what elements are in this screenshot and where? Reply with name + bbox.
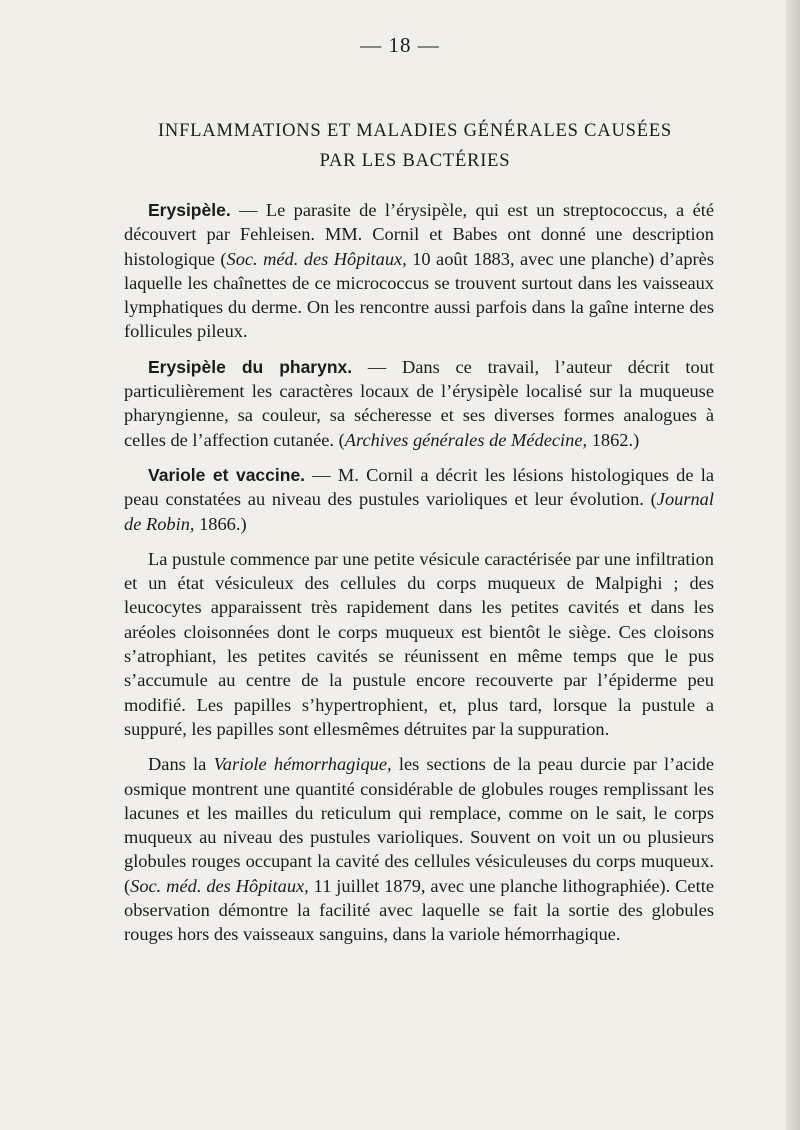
- paragraph-text: les sections de la peau durcie par l’acide osmique montrent une quantité considérable de globules rouges remplissant les lacunes et les mailles du reticulum qui remplace, comme on le sait, le corps muqueux au niveau des pustules varioliques. Souvent on voit un ou plusieurs globules rouges occupant la cavité des cellules vésiculeuses du corps muqueux. (: [124, 754, 715, 896]
- paragraph-variole: [124, 463, 714, 536]
- paragraph-text: 10 août 1883, avec une planche) d’après laquelle les chaînettes de ce micrococcus se trouvent surtout dans les vaisseaux lymphatiques du derme. On les rencontre aussi parfois dans la gaîne interne des follicules pileux.: [124, 248, 714, 342]
- section-heading-variole: Variole et vaccine.: [148, 464, 306, 485]
- term-variole-hemorrhagique: Variole hémorrhagique,: [213, 754, 392, 775]
- paragraph-text: — M. Cornil a décrit les lésions histologiques de la peau constatées au niveau des pustules varioliques et leur évolution. (: [124, 464, 715, 510]
- citation-source: Journal de Robin,: [124, 489, 714, 534]
- paragraph-variole-hemorrhagique: [124, 752, 714, 946]
- paragraph-text: Dans la: [148, 754, 214, 775]
- paragraph-text: 1866.): [194, 513, 247, 534]
- body-text: [124, 198, 714, 958]
- citation-source: Soc. méd. des Hôpitaux,: [130, 875, 309, 896]
- citation-source: Soc. méd. des Hôpitaux,: [226, 248, 407, 269]
- chapter-title: [95, 116, 735, 176]
- paragraph-pharynx: [124, 355, 714, 452]
- paragraph-text: 1862.): [587, 429, 640, 450]
- page-edge: [786, 0, 800, 1130]
- paragraph-erysipele: [124, 198, 714, 344]
- paragraph-text: — Dans ce travail, l’auteur décrit tout particulièrement les caractères locaux de l’érysipèle localisé sur la muqueuse pharyngienne, sa couleur, sa sécheresse et ses diverses formes analogues à celles de l’affection cutanée. (: [124, 356, 714, 450]
- page-number: — 18 —: [360, 33, 440, 57]
- chapter-title-line-2: PAR LES BACTÉRIES: [319, 151, 511, 171]
- chapter-title-line-1: INFLAMMATIONS ET MALADIES GÉNÉRALES CAUSÉES: [157, 121, 673, 141]
- paragraph-text: 11 juillet 1879, avec une planche lithographiée). Cette observation démontre la facilité avec laquelle se fait la sortie des globules rouges hors des vaisseaux sanguins, dans la variole hémorrhagique.: [124, 875, 714, 945]
- paragraph-text: — Le parasite de l’érysipèle, qui est un streptococcus, a été découvert par Fehleisen. MM. Cornil et Babes ont donné une description histologique (: [124, 200, 714, 269]
- paragraph-pustule: La pustule commence par une petite vésicule caractérisée par une infiltration et un état vésiculeux des cellules du corps muqueux de Malpighi ; des leucocytes apparaissent très rapidement dans les petites cavités et dans les aréoles cloisonnées dont le corps muqueux est bientôt le siège. Ces cloisons s’atrophiant, les petites cavités se réunissent en même temps que le pus s’accumule au centre de la pustule encore recouverte par l’épiderme peu modifié. Les papilles s’hypertrophient, et, plus tard, lorsque la pustule a suppuré, les papilles sont ellesmêmes détruites par la suppuration.: [124, 548, 714, 739]
- section-heading-erysipele: Erysipèle.: [148, 200, 231, 220]
- section-heading-pharynx: Erysipèle du pharynx.: [148, 356, 353, 377]
- citation-source: Archives générales de Médecine,: [344, 429, 588, 450]
